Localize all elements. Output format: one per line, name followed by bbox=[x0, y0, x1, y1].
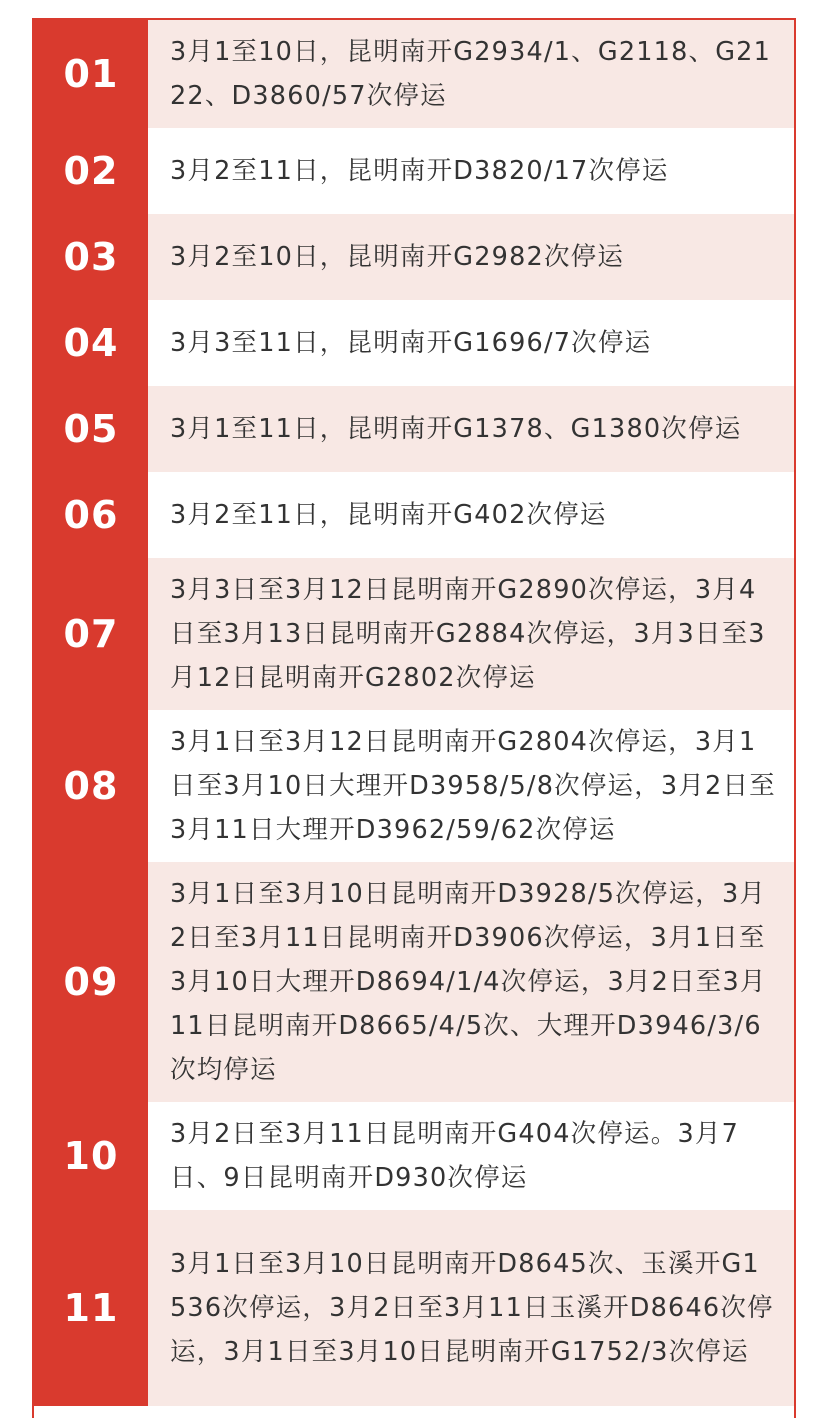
row-text: 3月1日至3月10日昆明南开D3928/5次停运，3月2日至3月11日昆明南开D3906次停运，3月1日至3月10日大理开D8694/1/4次停运，3月2日至3月11日昆明南开D8665/4/5次、大理开D3946/3/6次均停运 bbox=[148, 862, 794, 1102]
row-number: 04 bbox=[34, 300, 148, 386]
row-number: 07 bbox=[34, 558, 148, 710]
table-row bbox=[34, 214, 794, 300]
row-number: 01 bbox=[34, 20, 148, 128]
row-text: 3月1日至3月12日昆明南开G2804次停运，3月1日至3月10日大理开D3958/5/8次停运，3月2日至3月11日大理开D3962/59/62次停运 bbox=[148, 710, 794, 862]
row-text: 3月2至11日，昆明南开D3820/17次停运 bbox=[148, 128, 794, 214]
table-row bbox=[34, 472, 794, 558]
table-row bbox=[34, 300, 794, 386]
table-row bbox=[34, 20, 794, 128]
row-number: 05 bbox=[34, 386, 148, 472]
row-number: 09 bbox=[34, 862, 148, 1102]
row-text: 3月2至10日，昆明南开G2982次停运 bbox=[148, 214, 794, 300]
table-row bbox=[34, 862, 794, 1102]
row-number: 10 bbox=[34, 1102, 148, 1210]
table-row bbox=[34, 1102, 794, 1210]
table-row bbox=[34, 386, 794, 472]
row-text: 3月2日至3月11日昆明南开G404次停运。3月7日、9日昆明南开D930次停运 bbox=[148, 1102, 794, 1210]
row-number: 03 bbox=[34, 214, 148, 300]
suspension-notice-table bbox=[32, 18, 796, 1418]
row-number: 08 bbox=[34, 710, 148, 862]
row-number: 11 bbox=[34, 1210, 148, 1406]
row-text: 3月3日至3月12日昆明南开G2890次停运，3月4日至3月13日昆明南开G2884次停运，3月3日至3月12日昆明南开G2802次停运 bbox=[148, 558, 794, 710]
row-text: 3月1至11日，昆明南开G1378、G1380次停运 bbox=[148, 386, 794, 472]
table-row bbox=[34, 1210, 794, 1406]
table-row bbox=[34, 710, 794, 862]
row-number: 06 bbox=[34, 472, 148, 558]
row-text: 3月1至10日，昆明南开G2934/1、G2118、G2122、D3860/57次停运 bbox=[148, 20, 794, 128]
table-row bbox=[34, 128, 794, 214]
row-number: 02 bbox=[34, 128, 148, 214]
row-text: 3月2至11日，昆明南开G402次停运 bbox=[148, 472, 794, 558]
row-text: 3月1日至3月10日昆明南开D8645次、玉溪开G1536次停运，3月2日至3月11日玉溪开D8646次停运，3月1日至3月10日昆明南开G1752/3次停运 bbox=[148, 1210, 794, 1406]
table-row bbox=[34, 558, 794, 710]
row-text: 3月3至11日，昆明南开G1696/7次停运 bbox=[148, 300, 794, 386]
